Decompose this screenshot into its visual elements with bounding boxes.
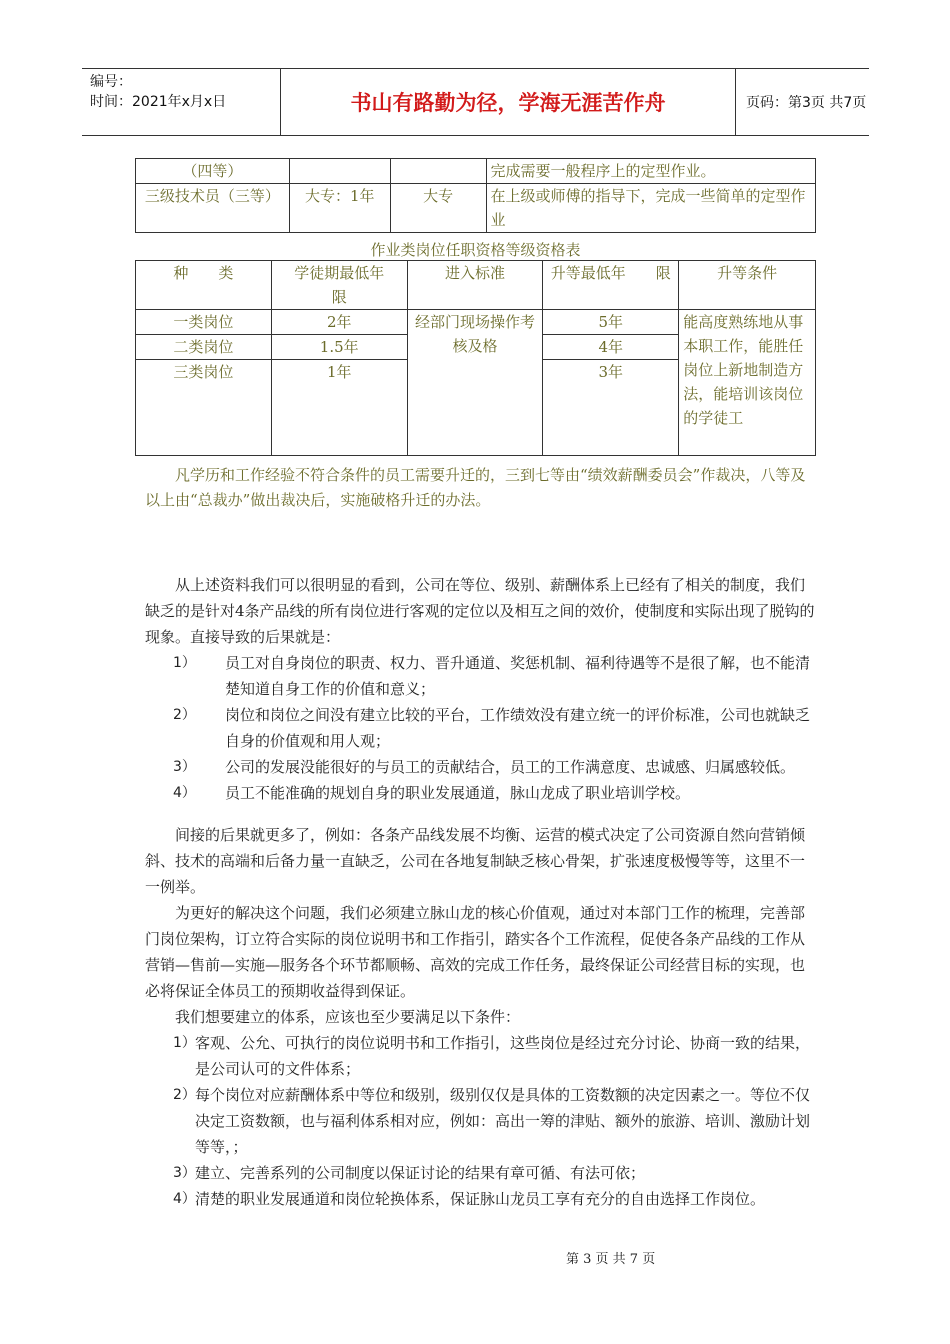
table-cell: 大专 xyxy=(390,184,486,233)
table-cell: 三类岗位 xyxy=(136,360,272,456)
table-cell: 5年 xyxy=(543,310,679,335)
paragraph-indirect: 间接的后果就更多了，例如：各条产品线发展不均衡、运营的模式决定了公司资源自然向营销倾斜、技术的高端和后备力量一直缺乏，公司在各地复制缺乏核心骨架，扩张速度极慢等等，这里不一一例举。 xyxy=(145,826,806,896)
table-cell: 2年 xyxy=(271,310,407,335)
page-header xyxy=(82,68,869,136)
paragraph-intro: 从上述资料我们可以很明显的看到，公司在等位、级别、薪酬体系上已经有了相关的制度，我们缺乏的是针对4条产品线的所有岗位进行客观的定位以及相互之间的效价，使制度和实际出现了脱钩的现象。直接导致的后果就是： xyxy=(145,576,815,646)
table-cell: （四等） xyxy=(136,159,290,184)
doc-number-label: 编号： xyxy=(90,74,132,90)
column-header: 种 类 xyxy=(136,261,272,310)
doc-time-label: 时间：2021年x月x日 xyxy=(90,94,227,110)
table-cell: 二类岗位 xyxy=(136,335,272,360)
header-meta xyxy=(82,69,280,135)
table-row xyxy=(136,159,816,184)
column-header: 升等条件 xyxy=(679,261,816,310)
header-page-label: 页码：第3页 共7页 xyxy=(746,95,867,111)
table-row xyxy=(136,184,816,233)
paragraph-solution: 为更好的解决这个问题，我们必须建立脉山龙的核心价值观，通过对本部门工作的梳理，完善部门岗位架构，订立符合实际的岗位说明书和工作指引，踏实各个工作流程，促使各条产品线的工作从营销—售前—实施—服务各个环节都顺畅、高效的完成工作任务，最终保证公司经营目标的实现，也必将保证全体员工的预期收益得到保证。 xyxy=(145,904,806,1000)
table-cell xyxy=(289,159,390,184)
list-text: 员工不能准确的规划自身的职业发展通道，脉山龙成了职业培训学校。 xyxy=(225,784,691,802)
list-number: 1） xyxy=(173,1035,196,1051)
list-item xyxy=(145,1082,817,1160)
promotion-condition-cell: 能高度熟练地从事本职工作，能胜任岗位上新地制造方法，能培训该岗位的学徒工 xyxy=(679,310,816,456)
table-cell: 在上级或师傅的指导下，完成一些简单的定型作业 xyxy=(486,184,815,233)
list-item xyxy=(145,650,817,702)
entry-standard-cell: 经部门现场操作考核及格 xyxy=(407,310,543,456)
requirements-list xyxy=(145,1030,817,1212)
list-item xyxy=(145,1030,817,1082)
list-item xyxy=(145,702,817,754)
list-item xyxy=(145,780,817,806)
list-text: 客观、公允、可执行的岗位说明书和工作指引，这些岗位是经过充分讨论、协商一致的结果，是公司认可的文件体系； xyxy=(195,1034,811,1078)
list-text: 每个岗位对应薪酬体系中等位和级别，级别仅仅是具体的工资数额的决定因素之一。等位不仅决定工资数额，也与福利体系相对应，例如：高出一筹的津贴、额外的旅游、培训、激励计划等等，； xyxy=(195,1086,811,1156)
column-header: 进入标准 xyxy=(407,261,543,310)
list-text: 建立、完善系列的公司制度以保证讨论的结果有章可循、有法可依； xyxy=(195,1164,646,1182)
list-item xyxy=(145,754,817,780)
footer-page-number: 第 3 页 共 7 页 xyxy=(566,1252,656,1267)
header-motto: 书山有路勤为径，学海无涯苦作舟 xyxy=(280,69,736,135)
column-header: 升等最低年 限 xyxy=(543,261,679,310)
table-cell: 1年 xyxy=(271,360,407,456)
table-cell: 完成需要一般程序上的定型作业。 xyxy=(486,159,815,184)
list-item xyxy=(145,1186,817,1212)
table-cell: 一类岗位 xyxy=(136,310,272,335)
column-header: 学徒期最低年 限 xyxy=(271,261,407,310)
list-number: 1） xyxy=(173,655,196,671)
technician-grade-table xyxy=(135,158,816,233)
consequence-list xyxy=(145,650,817,806)
list-item xyxy=(145,1160,817,1186)
table-cell: 三级技术员（三等） xyxy=(136,184,290,233)
paragraph-requirements: 我们想要建立的体系，应该也至少要满足以下条件： xyxy=(175,1008,521,1026)
table-row xyxy=(136,310,816,335)
list-number: 2） xyxy=(173,707,196,723)
table-cell xyxy=(390,159,486,184)
table-caption: 作业类岗位任职资格等级资格表 xyxy=(370,241,581,259)
table-header-row xyxy=(136,261,816,310)
list-text: 清楚的职业发展通道和岗位轮换体系，保证脉山龙员工享有充分的自由选择工作岗位。 xyxy=(195,1190,766,1208)
table-cell: 3年 xyxy=(543,360,679,456)
list-number: 4） xyxy=(173,785,196,801)
list-number: 3） xyxy=(173,759,196,775)
list-text: 公司的发展没能很好的与员工的贡献结合，员工的工作满意度、忠诚感、归属感较低。 xyxy=(225,758,796,776)
promotion-note: 凡学历和工作经验不符合条件的员工需要升迁的，三到七等由“绩效薪酬委员会”作裁决，八等及以上由“总裁办”做出裁决后，实施破格升迁的办法。 xyxy=(145,466,806,509)
list-text: 员工对自身岗位的职责、权力、晋升通道、奖惩机制、福利待遇等不是很了解，也不能清楚知道自身工作的价值和意义； xyxy=(225,654,811,698)
list-text: 岗位和岗位之间没有建立比较的平台，工作绩效没有建立统一的评价标准，公司也就缺乏自身的价值观和用人观； xyxy=(225,706,811,750)
table-cell: 1.5年 xyxy=(271,335,407,360)
list-number: 3） xyxy=(173,1165,196,1181)
job-qualification-table xyxy=(135,260,816,456)
table-cell: 大专：1年 xyxy=(289,184,390,233)
list-number: 2） xyxy=(173,1087,196,1103)
table-cell: 4年 xyxy=(543,335,679,360)
list-number: 4） xyxy=(173,1191,196,1207)
